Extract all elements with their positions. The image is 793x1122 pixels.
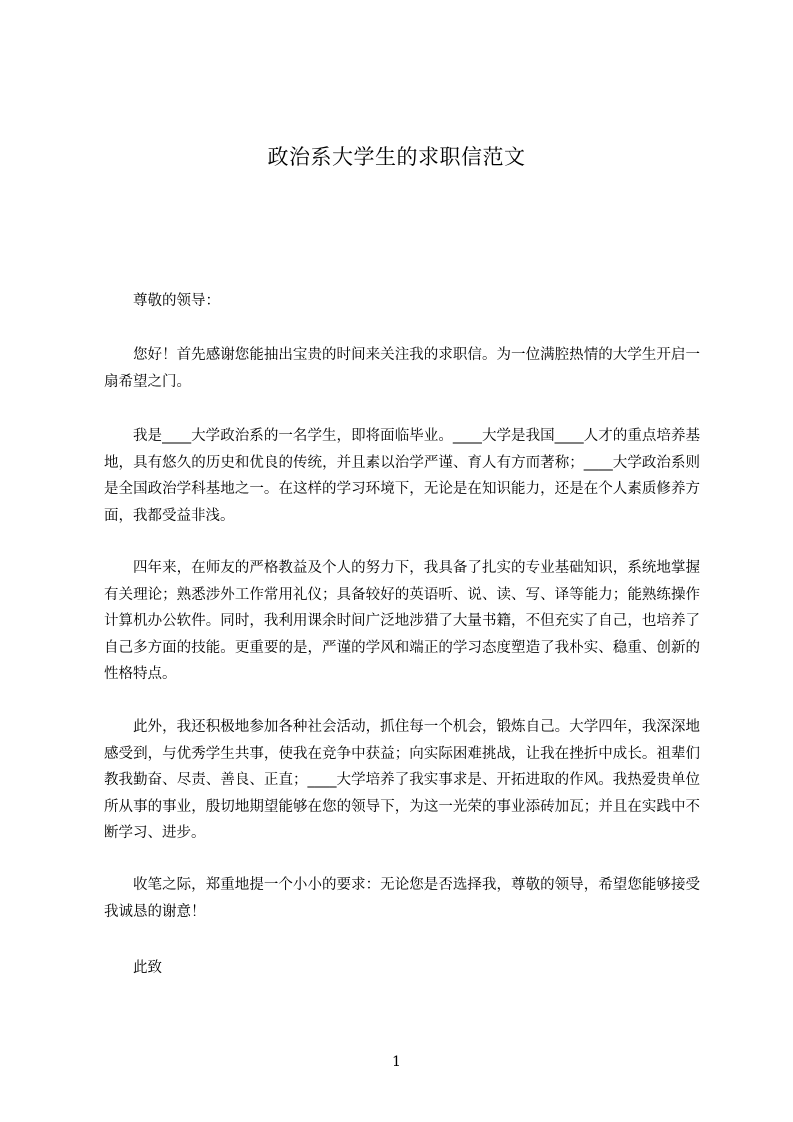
page-number: 1 [392,1054,401,1070]
paragraph-text: 此外，我还积极地参加各种社会活动，抓住每一个机会，锻炼自己。大学四年，我深深地感受到，与优秀学生共事，使我在竞争中获益；向实际困难挑战，让我在挫折中成长。祖辈们教我勤奋、尽责、善良、正直；____大学培养了我实事求是、开拓进取的作风。我热爱贵单位所从事的事业，殷切地期望能够在您的领导下，为这一光荣的事业添砖加瓦；并且在实践中不断学习、进步。 [104,719,700,841]
paragraph-1 [104,342,700,395]
greeting [104,288,700,315]
greeting-text: 尊敬的领导： [133,293,220,309]
paragraph-3 [104,555,700,688]
paragraph-text: 我是____大学政治系的一名学生，即将面临毕业。____大学是我国____人才的重点培养基地，具有悠久的历史和优良的传统，并且素以治学严谨、育人有方而著称；____大学政治系则是全国政治学科基地之一。在这样的学习环境下，无论是在知识能力，还是在个人素质修养方面，我都受益非浅。 [104,428,700,524]
paragraph-4 [104,714,700,847]
paragraph-text: 您好！首先感谢您能抽出宝贵的时间来关注我的求职信。为一位满腔热情的大学生开启一扇希望之门。 [104,347,700,390]
paragraph-text: 收笔之际，郑重地提一个小小的要求：无论您是否选择我，尊敬的领导，希望您能够接受我诚恳的谢意！ [104,877,700,920]
closing-text: 此致 [133,960,162,976]
paragraph-text: 四年来，在师友的严格教益及个人的努力下，我具备了扎实的专业基础知识，系统地掌握有关理论；熟悉涉外工作常用礼仪；具备较好的英语听、说、读、写、译等能力；能熟练操作计算机办公软件。同时，我利用课余时间广泛地涉猎了大量书籍，不但充实了自己，也培养了自己多方面的技能。更重要的是，严谨的学风和端正的学习态度塑造了我朴实、稳重、创新的性格特点。 [104,560,700,682]
paragraph-5 [104,872,700,925]
document-title: 政治系大学生的求职信范文 [267,145,526,169]
closing [104,955,700,982]
paragraph-2 [104,423,700,529]
